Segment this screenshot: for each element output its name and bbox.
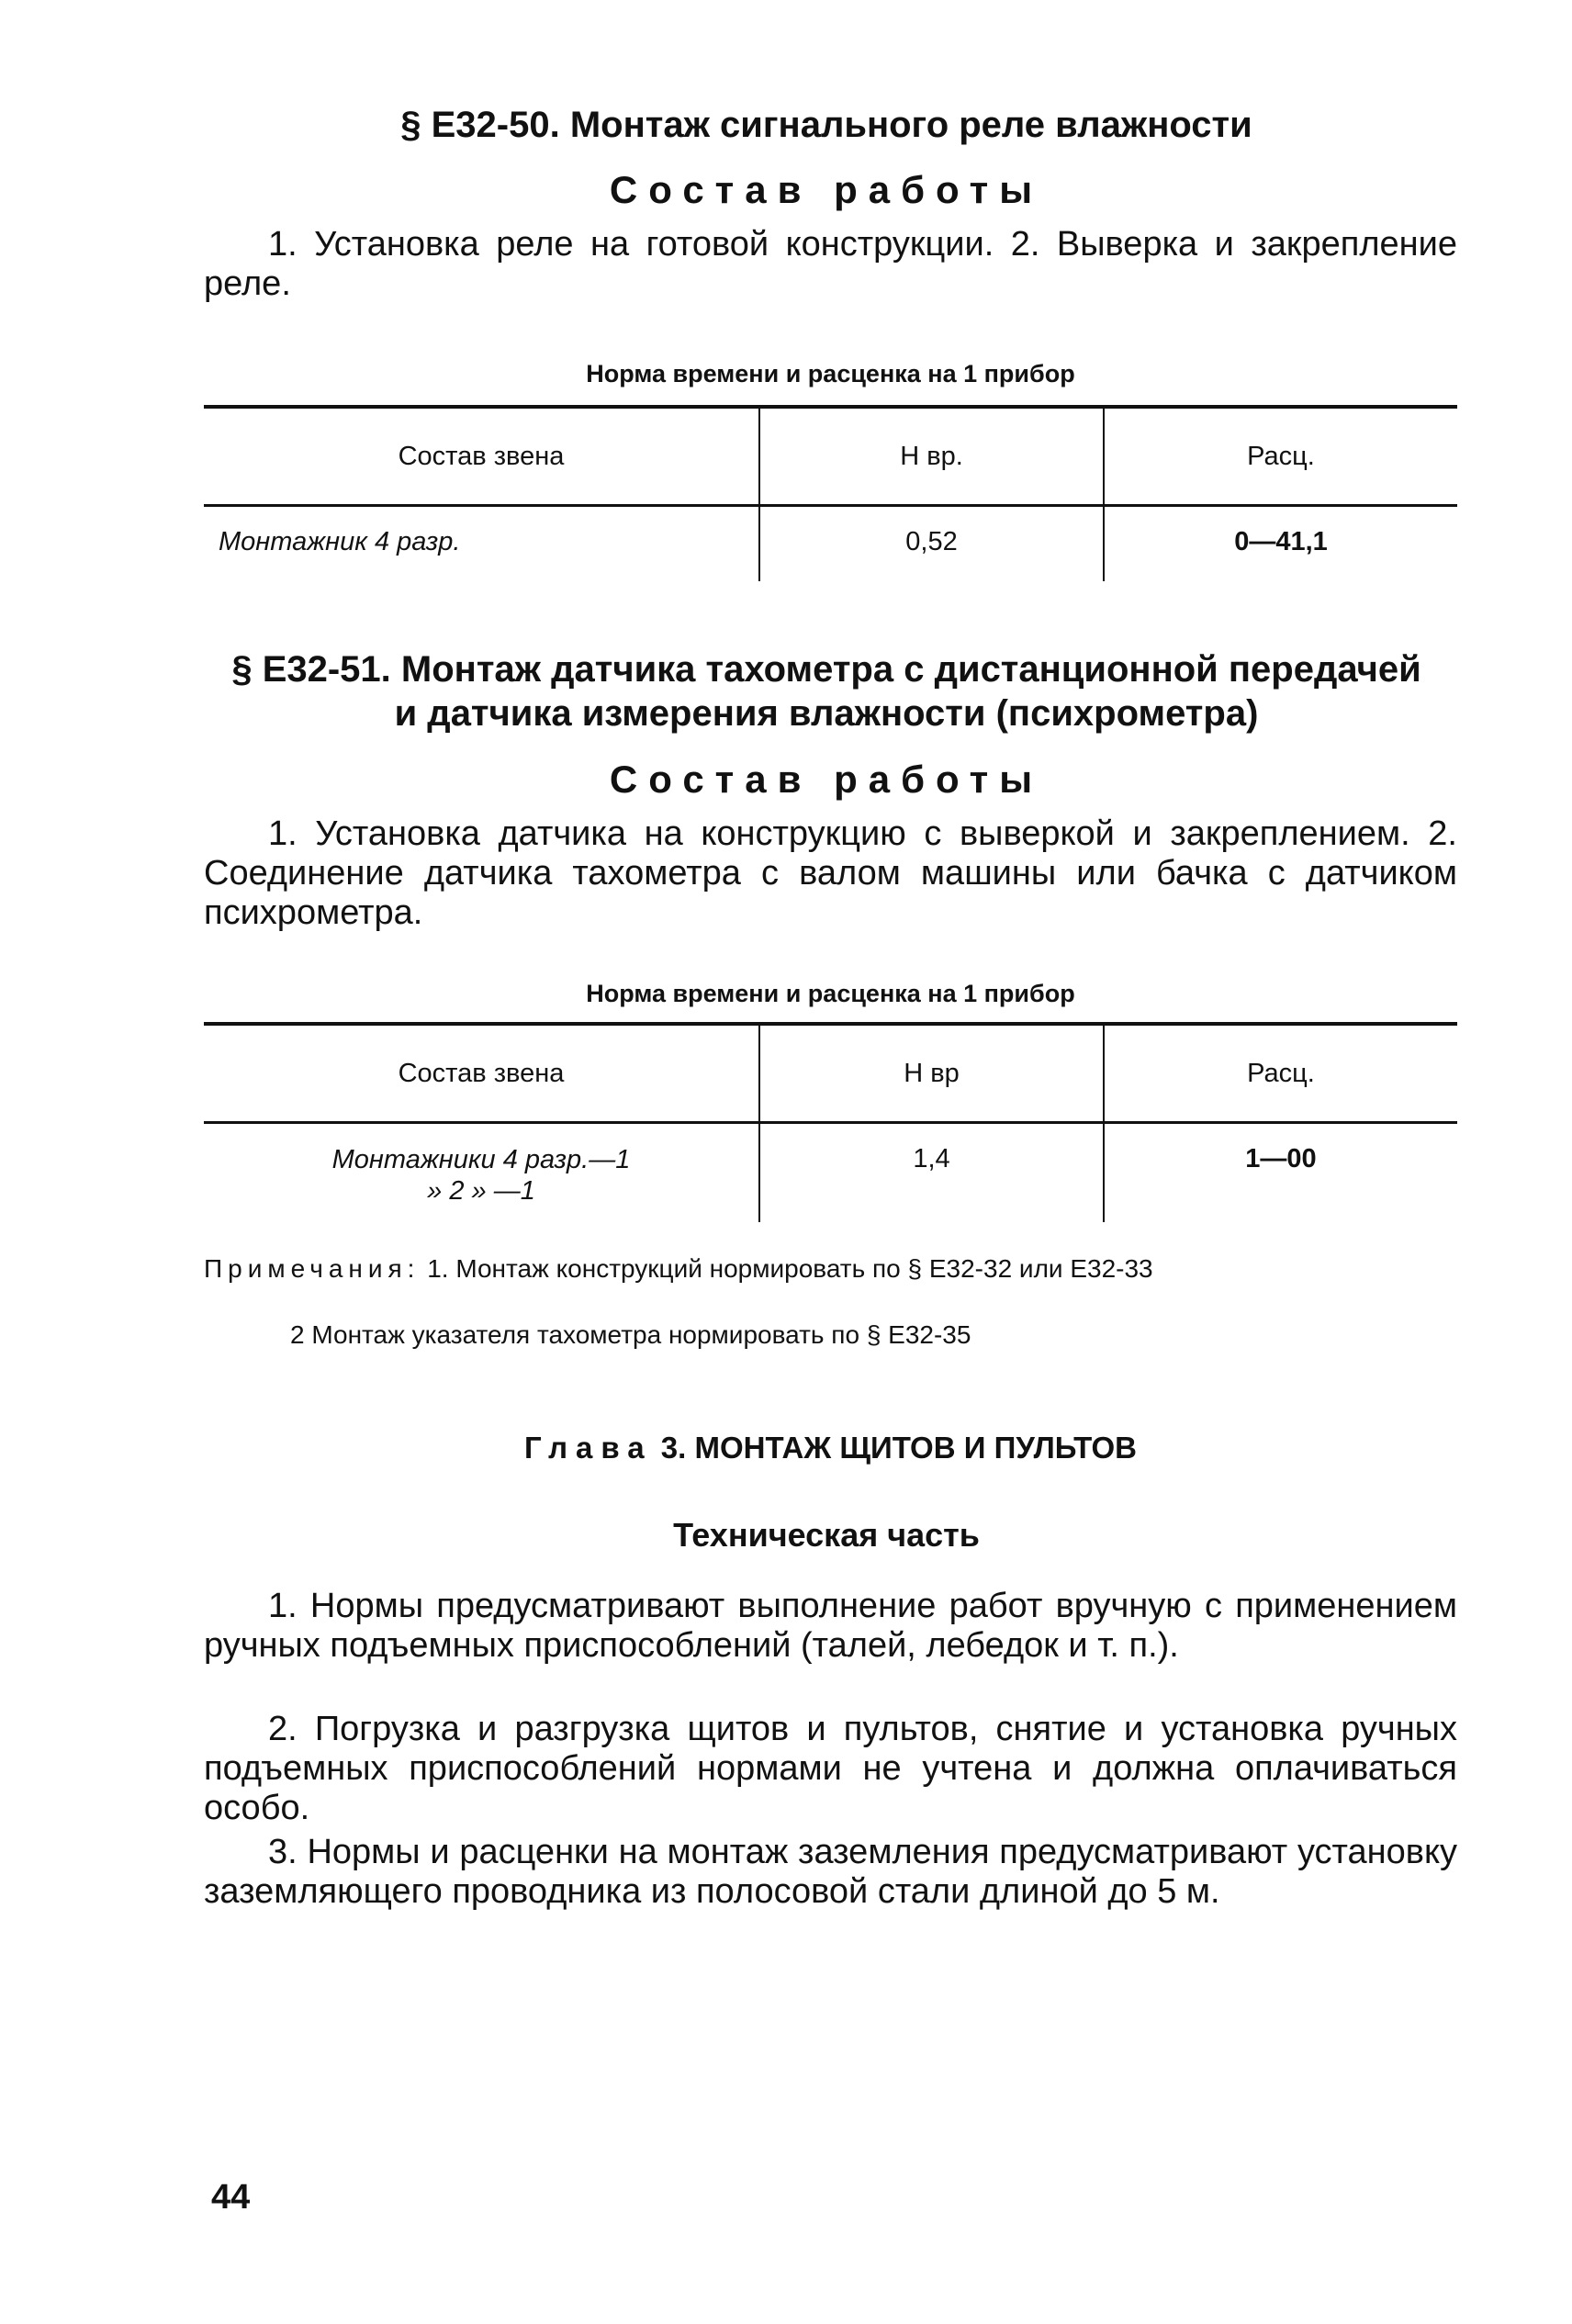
crew-cell: Монтажник 4 разр. [219, 527, 461, 556]
table-row [204, 506, 1457, 581]
column-header: Н вр. [759, 407, 1104, 506]
norm-table [204, 1022, 1457, 1222]
composition-heading: Состав работы [609, 758, 1044, 801]
composition-text: 1. Установка датчика на конструкцию с выверкой и закреплением. 2. Соединение датчика тахометра с валом машины или бачка с датчиком психрометра. [204, 814, 1457, 932]
page-number: 44 [211, 2178, 251, 2217]
section-title-line1: § Е32-51. Монтаж датчика тахометра с дистанционной передачей [231, 649, 1421, 690]
notes [204, 1253, 1457, 1284]
notes-label: Примечания: [204, 1254, 421, 1283]
paragraph: 2. Погрузка и разгрузка щитов и пультов, снятие и установка ручных подъемных приспособлений нормами не учтена и должна оплачиваться особо. [204, 1710, 1457, 1827]
crew-line: » 2 » —1 [427, 1176, 535, 1206]
paragraph: 3. Нормы и расценки на монтаж заземления предусматривают установку заземляющего проводника из полосовой стали длиной до 5 м. [204, 1833, 1457, 1911]
chapter-subtitle: Техническая часть [673, 1516, 980, 1554]
rate-cell: 0—41,1 [1104, 506, 1457, 581]
crew-cell [204, 1123, 759, 1222]
note-item: 2 Монтаж указателя тахометра нормировать по § Е32-35 [290, 1320, 971, 1349]
chapter-title [204, 1431, 1457, 1465]
time-norm-cell: 0,52 [759, 506, 1104, 581]
table-caption: Норма времени и расценка на 1 прибор [586, 360, 1075, 387]
table-caption: Норма времени и расценка на 1 прибор [586, 980, 1075, 1007]
note-item: 1. Монтаж конструкций нормировать по § Е32-32 или Е32-33 [427, 1254, 1153, 1283]
time-norm-cell: 1,4 [759, 1123, 1104, 1222]
chapter-label: Глава [524, 1431, 653, 1465]
column-header: Состав звена [204, 407, 759, 506]
column-header: Состав звена [204, 1024, 759, 1123]
chapter-name: 3. МОНТАЖ ЩИТОВ И ПУЛЬТОВ [660, 1431, 1137, 1465]
column-header: Расц. [1104, 407, 1457, 506]
norm-table [204, 405, 1457, 581]
composition-text: 1. Установка реле на готовой конструкции. 2. Выверка и закрепление реле. [204, 225, 1457, 303]
rate-cell: 1—00 [1104, 1123, 1457, 1222]
section-title-line2: и датчика измерения влажности (психрометра) [394, 693, 1259, 734]
column-header: Расц. [1104, 1024, 1457, 1123]
table-row [204, 1123, 1457, 1222]
crew-line: Монтажники 4 разр.—1 [331, 1145, 631, 1174]
column-header: Н вр [759, 1024, 1104, 1123]
section-title: § Е32-50. Монтаж сигнального реле влажности [400, 105, 1252, 145]
paragraph: 1. Нормы предусматривают выполнение работ вручную с применением ручных подъемных приспособлений (талей, лебедок и т. п.). [204, 1587, 1457, 1665]
composition-heading: Состав работы [609, 168, 1044, 211]
